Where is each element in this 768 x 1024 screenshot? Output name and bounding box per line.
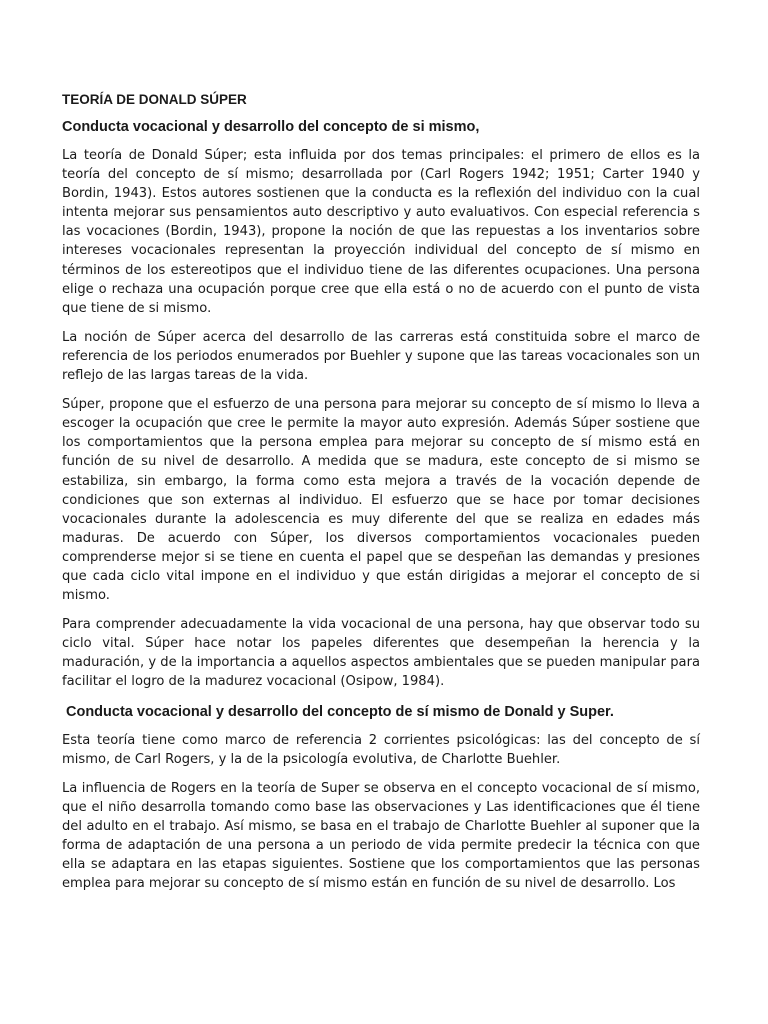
document-title: TEORÍA DE DONALD SÚPER bbox=[62, 92, 247, 107]
paragraph: Esta teoría tiene como marco de referencia 2 corrientes psicológicas: las del concepto de sí mismo, de Carl Rogers, y la de la psicología evolutiva, de Charlotte Buehler. bbox=[62, 732, 700, 767]
paragraph: La noción de Súper acerca del desarrollo de las carreras está constituida sobre el marco de referencia de los periodos enumerados por Buehler y supone que las tareas vocacionales son un reflejo de las largas tareas de la vida. bbox=[62, 329, 700, 384]
paragraph-truncated: La influencia de Rogers en la teoría de Super se observa en el concepto vocacional de sí mismo, que el niño desarrolla tomando como base las observaciones y Las identificaciones que él tiene del adulto en el trabajo. Así mismo, se basa en el trabajo de Charlotte Buehler al suponer que la forma de adaptación de una persona a un periodo de vida permite predecir la técnica con que ella se adaptara en las etapas siguientes. Sostiene que los comportamientos que las personas emplea para mejorar su concepto de sí mismo están en función de su nivel de desarrollo. Los bbox=[62, 780, 700, 892]
paragraph: La teoría de Donald Súper; esta influida por dos temas principales: el primero de ellos es la teoría del concepto de sí mismo; desarrollada por (Carl Rogers 1942; 1951; Carter 1940 y Bordin, 1943). Estos autores sostienen que la conducta es la reflexión del individuo con la cual intenta mejorar sus pensamientos auto descriptivo y auto evaluativos. Con especial referencia s las vocaciones (Bordin, 1943), propone la noción de que las repuestas a los inventarios sobre intereses vocacionales representan la proyección individual del concepto de sí mismo en términos de los estereotipos que el individuo tiene de las diferentes ocupaciones. Una persona elige o rechaza una ocupación porque cree que ella está o no de acuerdo con el punto de vista que tiene de si mismo. bbox=[62, 148, 700, 316]
section-heading-1: Conducta vocacional y desarrollo del concepto de si mismo, bbox=[62, 119, 480, 135]
paragraph: Para comprender adecuadamente la vida vocacional de una persona, hay que observar todo su ciclo vital. Súper hace notar los papeles diferentes que desempeñan la herencia y la maduración, y de la importancia a aquellos aspectos ambientales que se pueden manipular para facilitar el logro de la madurez vocacional (Osipow, 1984). bbox=[62, 617, 700, 690]
paragraph: Súper, propone que el esfuerzo de una persona para mejorar su concepto de sí mismo lo lleva a escoger la ocupación que cree le permite la mayor auto expresión. Además Súper sostiene que los comportamientos que la persona emplea para mejorar su concepto de sí mismo está en función de su nivel de desarrollo. A medida que se madura, este concepto de si mismo se estabiliza, sin embargo, la forma como esta mejora a través de la vocación depende de condiciones que son externas al individuo. El esfuerzo que se hace por tomar decisiones vocacionales durante la adolescencia es muy diferente del que se realiza en edades más maduras. De acuerdo con Súper, los diversos comportamientos vocacionales pueden comprenderse mejor si se tiene en cuenta el papel que se despeñan las demandas y presiones que cada ciclo vital impone en el individuo y que están dirigidas a mejorar el concepto de si mismo. bbox=[62, 397, 700, 604]
document-page bbox=[62, 90, 700, 903]
section-heading-2: Conducta vocacional y desarrollo del concepto de sí mismo de Donald y Super. bbox=[66, 703, 614, 720]
